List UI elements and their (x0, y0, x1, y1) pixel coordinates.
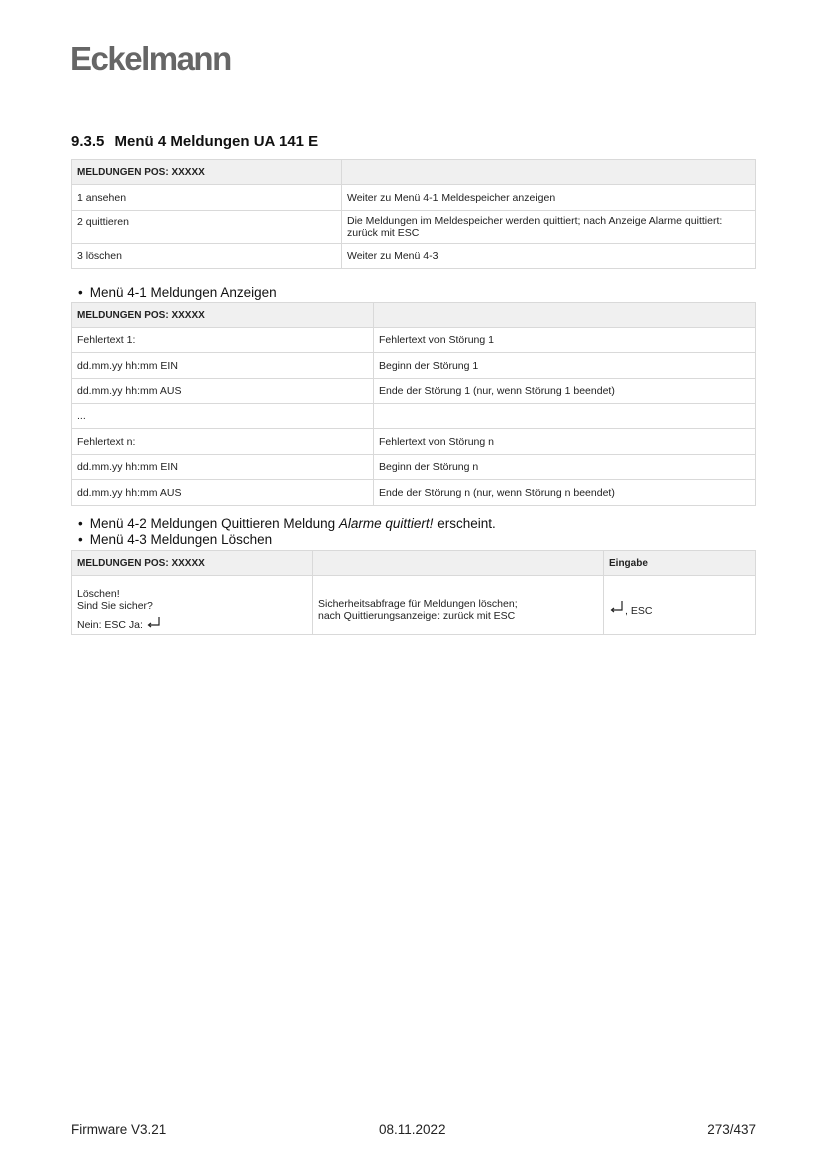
table-cell: Fehlertext 1: (72, 328, 374, 353)
table-header-row (72, 551, 756, 576)
bullet-menu-4-2 (78, 516, 496, 531)
table-cell: dd.mm.yy hh:mm AUS (72, 379, 374, 404)
table-row (72, 328, 756, 353)
table-row (72, 244, 756, 269)
table-header-cell (342, 160, 756, 185)
footer-date: 08.11.2022 (379, 1122, 446, 1137)
menu4-3-table (71, 550, 756, 635)
table-row (72, 576, 756, 635)
cell-line: Löschen! (77, 587, 120, 600)
table-header-cell: MELDUNGEN POS: XXXXX (72, 551, 313, 576)
table-header-cell (374, 303, 756, 328)
table-cell: Weiter zu Menü 4-1 Meldespeicher anzeigen (342, 185, 756, 211)
enter-key-icon (146, 616, 162, 628)
table-header-cell: Eingabe (604, 551, 756, 576)
cell-line (77, 616, 307, 631)
bullet-menu-4-3 (78, 532, 272, 547)
bullet-text-emphasis: Alarme quittiert! (338, 516, 434, 531)
cell-line: nach Quittierungsanzeige: zurück mit ESC (318, 609, 516, 622)
table-cell: Ende der Störung 1 (nur, wenn Störung 1 beendet) (374, 379, 756, 404)
table-cell (604, 576, 756, 635)
table-row (72, 379, 756, 404)
table-cell: Ende der Störung n (nur, wenn Störung n beendet) (374, 480, 756, 506)
footer-firmware: Firmware V3.21 (71, 1122, 167, 1137)
bullet-icon: • (78, 285, 83, 300)
table-header-cell: MELDUNGEN POS: XXXXX (72, 303, 374, 328)
table-cell: dd.mm.yy hh:mm EIN (72, 353, 374, 379)
cell-line: Sind Sie sicher? (77, 599, 153, 612)
table-row (72, 429, 756, 455)
table-cell: Beginn der Störung 1 (374, 353, 756, 379)
cell-line: Sicherheitsabfrage für Meldungen löschen; (318, 597, 518, 610)
table-row (72, 404, 756, 429)
bullet-text: Menü 4-1 Meldungen Anzeigen (89, 285, 277, 300)
table-cell: dd.mm.yy hh:mm EIN (72, 455, 374, 480)
table-row (72, 353, 756, 379)
enter-key-icon (609, 600, 625, 614)
table-header-cell (313, 551, 604, 576)
bullet-text: Menü 4-3 Meldungen Löschen (89, 532, 273, 547)
bullet-text-prefix: Menü 4-2 Meldungen Quittieren Meldung (89, 516, 339, 531)
menu4-table (71, 159, 756, 269)
section-number: 9.3.5 (71, 133, 105, 150)
table-cell: Beginn der Störung n (374, 455, 756, 480)
table-header-cell: MELDUNGEN POS: XXXXX (72, 160, 342, 185)
table-cell: 1 ansehen (72, 185, 342, 211)
table-cell: Die Meldungen im Meldespeicher werden quittiert; nach Anzeige Alarme quittiert: zurück mit ESC (342, 211, 756, 244)
section-title-text: Menü 4 Meldungen UA 141 E (114, 133, 319, 150)
table-row (72, 211, 756, 244)
eckelmann-logo: Eckelmann (70, 40, 231, 77)
table-cell: Weiter zu Menü 4-3 (342, 244, 756, 269)
table-cell: 2 quittieren (72, 211, 342, 244)
bullet-icon: • (78, 532, 83, 547)
bullet-text-suffix: erscheint. (433, 516, 496, 531)
table-row (72, 455, 756, 480)
cell-text: , ESC (625, 604, 653, 617)
table-cell: ... (72, 404, 374, 429)
table-row (72, 185, 756, 211)
footer-page-number: 273/437 (707, 1122, 756, 1137)
table-header-row (72, 160, 756, 185)
menu4-1-table (71, 302, 756, 506)
section-heading (71, 133, 318, 150)
table-cell (313, 576, 604, 635)
table-cell: dd.mm.yy hh:mm AUS (72, 480, 374, 506)
bullet-menu-4-1 (78, 285, 277, 300)
table-cell (72, 576, 313, 635)
table-header-row (72, 303, 756, 328)
table-row (72, 480, 756, 506)
table-cell: 3 löschen (72, 244, 342, 269)
table-cell (374, 404, 756, 429)
table-cell: Fehlertext von Störung n (374, 429, 756, 455)
table-cell: Fehlertext n: (72, 429, 374, 455)
bullet-icon: • (78, 516, 83, 531)
table-cell: Fehlertext von Störung 1 (374, 328, 756, 353)
cell-line-text: Nein: ESC Ja: (77, 618, 143, 631)
